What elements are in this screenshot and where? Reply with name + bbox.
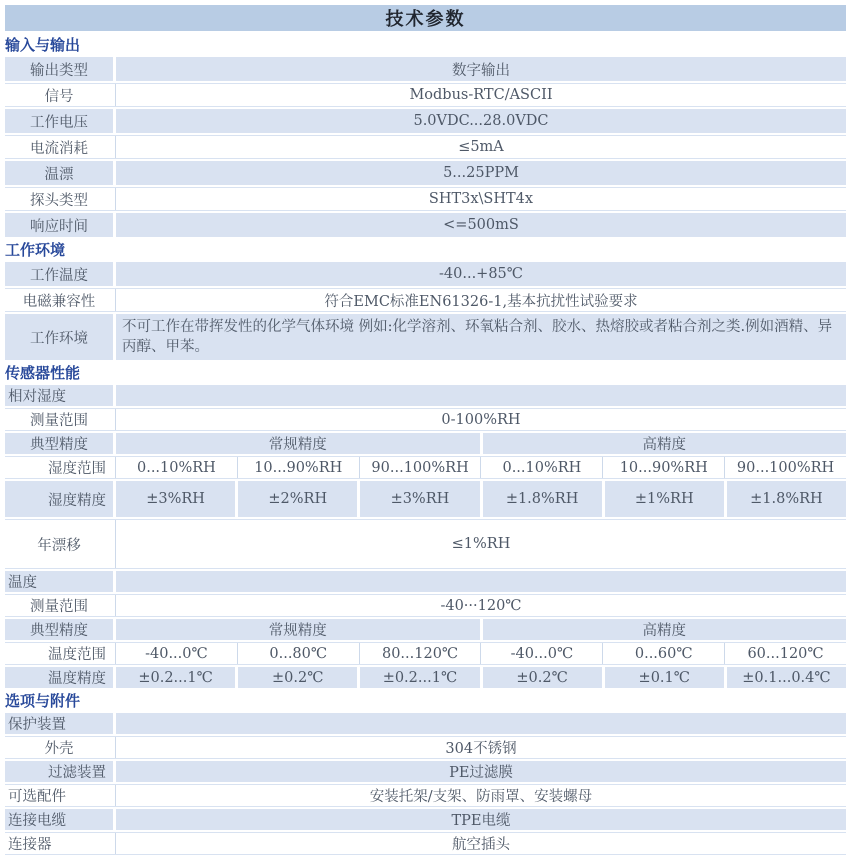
- row-value: 0-100%RH: [441, 411, 521, 428]
- row-value: <=500mS: [116, 213, 846, 237]
- group-header-cell: 高精度: [483, 433, 847, 454]
- spec-row: [5, 667, 846, 688]
- spec-row: [5, 456, 846, 479]
- spec-row: [5, 314, 846, 360]
- spec-row: [5, 832, 846, 855]
- spec-cell: 90...100%RH: [359, 457, 481, 478]
- row-label: 可选配件: [8, 789, 66, 805]
- spec-row: [5, 109, 846, 133]
- row-label: 保护装置: [5, 713, 113, 734]
- row-value: [116, 571, 846, 592]
- row-label: 连接电缆: [5, 809, 113, 830]
- row-label: 温度精度: [5, 667, 113, 688]
- spec-row: [5, 642, 846, 665]
- spec-row: [5, 736, 846, 759]
- spec-cell: 80...120℃: [359, 643, 481, 664]
- spec-cell: ±0.2℃: [483, 667, 602, 688]
- spec-cell: 10...90%RH: [237, 457, 359, 478]
- spec-cell: ±1.8%RH: [483, 481, 602, 517]
- row-label: 相对湿度: [5, 385, 113, 406]
- row-value: 不可工作在带挥发性的化学气体环境 例如:化学溶剂、环氧粘合剂、胶水、热熔胶或者粘合剂之类.例如酒精、异丙醇、甲苯。: [116, 314, 846, 360]
- spec-row: [5, 213, 846, 237]
- row-value: PE过滤膜: [116, 761, 846, 782]
- row-label: 连接器: [8, 837, 52, 853]
- section-options-rows: [5, 713, 846, 855]
- spec-cell: ±0.1...0.4℃: [727, 667, 846, 688]
- spec-row: [5, 57, 846, 81]
- row-label: 典型精度: [5, 433, 113, 454]
- spec-row: [5, 761, 846, 782]
- row-label: 温度: [5, 571, 113, 592]
- row-label: 测量范围: [30, 413, 88, 429]
- group-header-cell: 高精度: [483, 619, 847, 640]
- row-label: 典型精度: [5, 619, 113, 640]
- spec-row: [5, 713, 846, 734]
- section-environment-rows: [5, 262, 846, 360]
- section-heading-environment: 工作环境: [5, 241, 66, 259]
- row-label: 工作温度: [5, 262, 113, 286]
- spec-cell: ±0.2℃: [238, 667, 357, 688]
- row-value: TPE电缆: [116, 809, 846, 830]
- row-label: 测量范围: [30, 599, 88, 615]
- spec-cell: ±0.1℃: [605, 667, 724, 688]
- spec-cell: 90...100%RH: [724, 457, 846, 478]
- row-value: [116, 713, 846, 734]
- row-value: Modbus-RTC/ASCII: [409, 87, 553, 103]
- spec-row: [5, 619, 846, 640]
- row-label: 电流消耗: [30, 140, 88, 157]
- row-value: [116, 385, 846, 406]
- row-value: 安装托架/支架、防雨罩、安装螺母: [369, 789, 593, 805]
- spec-row: [5, 519, 846, 569]
- spec-row: [5, 135, 846, 159]
- spec-cell: 60...120℃: [724, 643, 846, 664]
- row-value: 符合EMC标准EN61326-1,基本抗扰性试验要求: [324, 293, 638, 310]
- group-header-cell: 常规精度: [116, 433, 480, 454]
- spec-cell: -40...0℃: [480, 643, 602, 664]
- section-heading-options: 选项与附件: [5, 692, 81, 710]
- row-value: 数字输出: [116, 57, 846, 81]
- row-value: ≤5mA: [458, 139, 504, 155]
- spec-cell: 0...80℃: [237, 643, 359, 664]
- row-value: 304不锈钢: [445, 741, 517, 757]
- row-value: -40...+85℃: [116, 262, 846, 286]
- spec-cell: ±1.8%RH: [727, 481, 846, 517]
- row-value: 5.0VDC...28.0VDC: [116, 109, 846, 133]
- row-value: 航空插头: [452, 837, 510, 853]
- spec-cell: ±0.2...1℃: [360, 667, 479, 688]
- group-header-cell: 常规精度: [116, 619, 480, 640]
- spec-row: [5, 262, 846, 286]
- row-value: 5...25PPM: [116, 161, 846, 185]
- section-heading-io: 输入与输出: [5, 36, 81, 54]
- section-heading-sensor: 传感器性能: [5, 364, 81, 382]
- spec-row: [5, 481, 846, 517]
- spec-row: [5, 288, 846, 312]
- row-label: 工作电压: [5, 109, 113, 133]
- spec-row: [5, 83, 846, 107]
- row-label: 工作环境: [5, 314, 113, 360]
- spec-cell: ±0.2...1℃: [116, 667, 235, 688]
- spec-row: [5, 187, 846, 211]
- spec-cell: ±1%RH: [605, 481, 724, 517]
- row-label: 年漂移: [37, 537, 81, 554]
- row-value: SHT3x\SHT4x: [428, 191, 534, 207]
- row-label: 信号: [44, 88, 74, 105]
- row-label: 温漂: [5, 161, 113, 185]
- spec-row: [5, 594, 846, 617]
- section-io-rows: [5, 57, 846, 237]
- table-title-bar: [5, 5, 846, 31]
- row-value: -40···120℃: [440, 597, 522, 614]
- spec-cell: ±3%RH: [116, 481, 235, 517]
- row-label: 湿度范围: [48, 461, 106, 477]
- spec-row: [5, 571, 846, 592]
- spec-cell: 0...60℃: [602, 643, 724, 664]
- row-label: 外壳: [44, 741, 74, 757]
- spec-row: [5, 385, 846, 406]
- page-title: 技术参数: [385, 9, 466, 30]
- row-label: 电磁兼容性: [22, 293, 96, 310]
- section-sensor-rows: [5, 385, 846, 688]
- spec-row: [5, 784, 846, 807]
- spec-row: [5, 433, 846, 454]
- row-label: 过滤装置: [5, 761, 113, 782]
- row-label: 响应时间: [5, 213, 113, 237]
- row-label: 温度范围: [48, 647, 106, 663]
- spec-row: [5, 408, 846, 431]
- row-label: 输出类型: [5, 57, 113, 81]
- spec-cell: ±3%RH: [360, 481, 479, 517]
- spec-row: [5, 161, 846, 185]
- spec-cell: -40...0℃: [145, 645, 208, 662]
- row-label: 探头类型: [30, 192, 88, 209]
- row-label: 湿度精度: [5, 481, 113, 517]
- spec-cell: ±2%RH: [238, 481, 357, 517]
- row-value: ≤1%RH: [451, 536, 511, 552]
- spec-cell: 0...10%RH: [480, 457, 602, 478]
- spec-cell: 10...90%RH: [602, 457, 724, 478]
- spec-cell: 0...10%RH: [136, 459, 216, 476]
- spec-row: [5, 809, 846, 830]
